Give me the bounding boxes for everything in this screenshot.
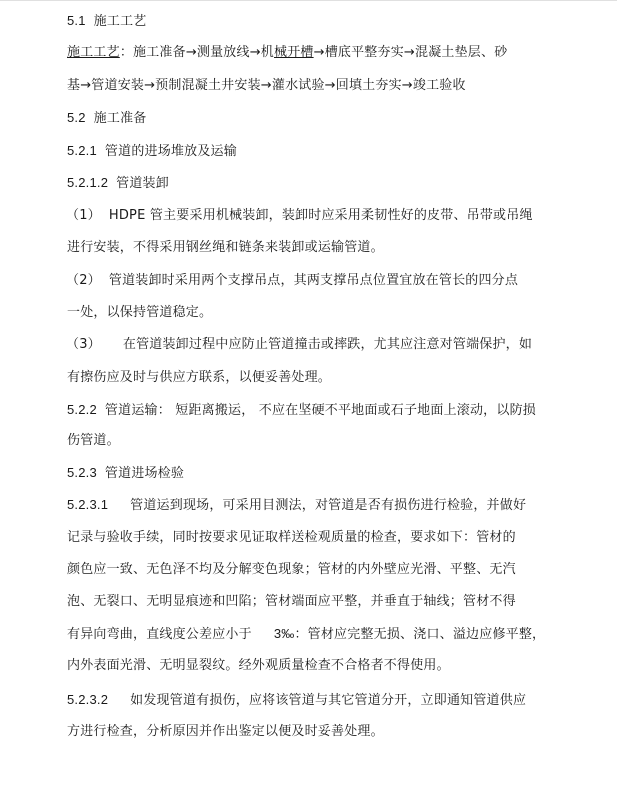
para-5-2-3-1-line-2: 记录与验收手续，同时按要求见证取样送检观质量的检查，要求如下：管材的 [67, 530, 516, 545]
para-5-2-3-1-line-4: 泡、无裂口、无明显痕迹和凹陷；管材端面应平整，并垂直于轴线；管材不得 [67, 594, 516, 609]
page-top-border [0, 0, 617, 1]
para-5-2-3-1-line-3: 颜色应一致、无色泽不均及分解变色现象；管材的内外壁应光滑、平整、无汽 [67, 562, 516, 577]
tolerance-value: 3‰ [273, 626, 295, 641]
process-label: 施工工艺 [67, 45, 120, 60]
para-5-2-3-2-line-1: 5.2.3.2 如发现管道有损伤，应将该管道与其它管道分开，立即通知管道供应 [67, 692, 527, 708]
section-number: 5.1 [67, 13, 86, 28]
heading-5-2-3: 5.2.3 管道进场检验 [67, 465, 185, 481]
heading-5-2-1-2: 5.2.1.2 管道装卸 [67, 175, 169, 191]
process-line-1: 施工工艺：施工准备→测量放线→机械开槽→槽底平整夯实→混凝土垫层、砂 [67, 45, 508, 60]
para-5-2-3-1-line-1: 5.2.3.1 管道运到现场，可采用目测法，对管道是否有损伤进行检验，并做好 [67, 497, 527, 513]
process-line-2: 基→管道安装→预制混凝土井安装→灌水试验→回填土夯实→竣工验收 [67, 78, 466, 93]
item-1-line-2: 进行安装，不得采用钢丝绳和链条来装卸或运输管道。 [67, 240, 384, 255]
heading-5-1 [67, 11, 587, 32]
para-5-2-3-2-line-2: 方进行检查，分析原因并作出鉴定以便及时妥善处理。 [67, 724, 384, 739]
para-5-2-2-line-2: 伤管道。 [67, 433, 120, 448]
para-5-2-3-1-line-6: 内外表面光滑、无明显裂纹。经外观质量检查不合格者不得使用。 [67, 658, 450, 673]
heading-5-2-1: 5.2.1 管道的进场堆放及运输 [67, 143, 237, 159]
heading-5-2-2: 5.2.2 管道运输： 短距离搬运， 不应在坚硬不平地面或石子地面上滚动，以防损 [67, 402, 536, 418]
item-2-line-2: 一处，以保持管道稳定。 [67, 305, 213, 320]
item-3-line-1: （3） 在管道装卸过程中应防止管道撞击或摔跌，尤其应注意对管端保护，如 [66, 337, 533, 352]
item-2-line-1: （2） 管道装卸时采用两个支撑吊点，其两支撑吊点位置宜放在管长的四分点 [66, 273, 519, 288]
item-1-line-1: （1） HDPE 管主要采用机械装卸，装卸时应采用柔韧性好的皮带、吊带或吊绳 [66, 208, 533, 223]
para-5-2-3-1-line-5: 有异向弯曲，直线度公差应小于 3‰：管材应完整无损、浇口、溢边应修平整， [67, 626, 546, 642]
section-title: 施工工艺 [93, 14, 147, 29]
heading-5-2: 5.2 施工准备 [67, 110, 147, 126]
item-3-line-2: 有擦伤应及时与供应方联系，以便妥善处理。 [67, 370, 332, 385]
